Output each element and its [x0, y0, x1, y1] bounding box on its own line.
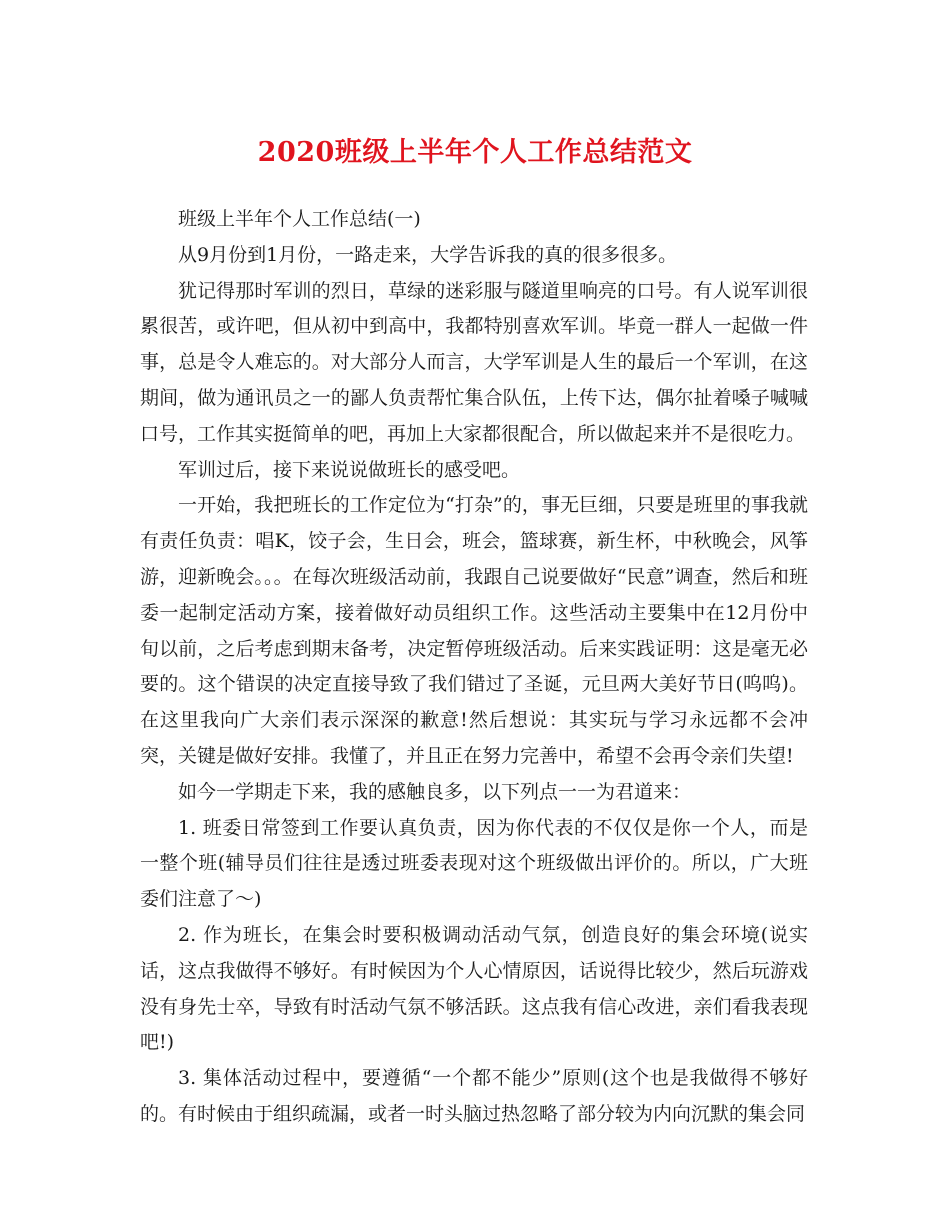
paragraph-intro: 从9月份到1月份，一路走来，大学告诉我的真的很多很多。 [178, 243, 678, 266]
paragraph-reflection-intro: 如今一学期走下来，我的感触良多，以下列点一一为君道来： [178, 780, 692, 803]
paragraph-transition: 军训过后，接下来说说做班长的感受吧。 [178, 458, 521, 481]
document-body [140, 202, 808, 1133]
paragraph-class-monitor: 一开始，我把班长的工作定位为“打杂”的，事无巨细，只要是班里的事我就有责任负责：唱K，饺子会，生日会，班会，篮球赛，新生杯，中秋晚会，风筝游，迎新晚会。。。在每次班级活动前，我跟自己说要做好“民意”调查，然后和班委一起制定活动方案，接着做好动员组织工作。这些活动主要集中在12月份中旬以前，之后考虑到期末备考，决定暂停班级活动。后来实践证明：这是毫无必要的。这个错误的决定直接导致了我们错过了圣诞，元旦两大美好节日(呜呜)。在这里我向广大亲们表示深深的歉意!然后想说：其实玩与学习永远都不会冲突，关键是做好安排。我懂了，并且正在努力完善中，希望不会再令亲们失望! [140, 494, 808, 767]
paragraph-military-training: 犹记得那时军训的烈日，草绿的迷彩服与隧道里响亮的口号。有人说军训很累很苦，或许吧，但从初中到高中，我都特别喜欢军训。毕竟一群人一起做一件事，总是令人难忘的。对大部分人而言，大学军训是人生的最后一个军训，在这期间，做为通讯员之一的鄙人负责帮忙集合队伍，上传下达，偶尔扯着嗓子喊喊口号，工作其实挺简单的吧，再加上大家都很配合，所以做起来并不是很吃力。 [140, 279, 808, 445]
list-item-2: 2. 作为班长，在集会时要积极调动活动气氛，创造良好的集会环境(说实话，这点我做得不够好。有时候因为个人心情原因，话说得比较少，然后玩游戏没有身先士卒，导致有时活动气氛不够活跃。这点我有信心改进，亲们看我表现吧!) [140, 923, 808, 1054]
document-title: 2020班级上半年个人工作总结范文 [257, 137, 693, 168]
list-item-3: 3. 集体活动过程中，要遵循“一个都不能少”原则(这个也是我做得不够好的。有时候由于组织疏漏，或者一时头脑过热忽略了部分较为内向沉默的集会同 [140, 1067, 808, 1125]
list-item-1: 1. 班委日常签到工作要认真负责，因为你代表的不仅仅是你一个人，而是一整个班(辅导员们往往是透过班委表现对这个班级做出评价的。所以，广大班委们注意了～) [140, 816, 808, 911]
section-heading: 班级上半年个人工作总结(一) [178, 208, 421, 230]
